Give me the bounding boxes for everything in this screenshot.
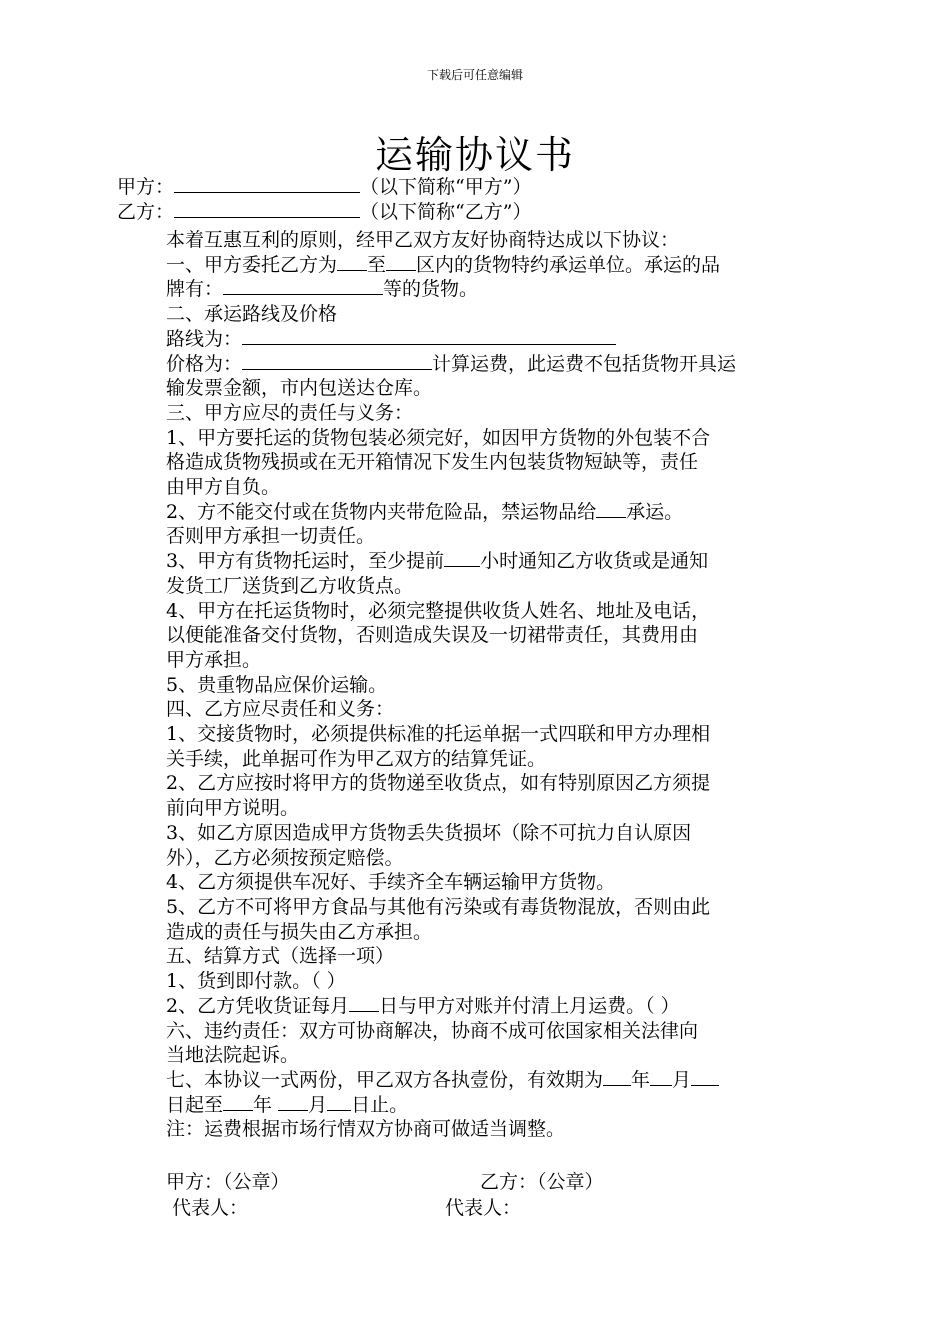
price-line-2: 输发票金额，市内包送达仓库。 <box>166 377 433 400</box>
section-7-line-2: 日起至 年 月 日止。 <box>166 1093 409 1116</box>
party-b-label: 乙方： <box>117 201 175 223</box>
section-5-item-2: 2、乙方凭收货证每月 日与甲方对账并付清上月运费。（ ） <box>166 994 680 1017</box>
signature-party-a: 甲方：（公章） <box>166 1171 290 1193</box>
route-line: 路线为： <box>166 327 806 352</box>
section-2-title: 二、承运路线及价格 <box>166 303 338 326</box>
section-3-item-4-line-1: 4、甲方在托运货物时，必须完整提供收货人姓名、地址及电话， <box>166 599 711 622</box>
representative-a: 代表人： <box>172 1197 249 1219</box>
party-b-line <box>117 199 531 225</box>
section-3-item-3-line-1: 3、甲方有货物托运时，至少提前 小时通知乙方收货或是通知 <box>166 550 709 573</box>
section-4-item-3-line-1: 3、如乙方原因造成甲方货物丢失货损坏（除不可抗力自认原因 <box>166 821 692 844</box>
representative-b: 代表人： <box>445 1197 522 1219</box>
section-3-item-2-line-2: 否则甲方承担一切责任。 <box>166 525 376 548</box>
section-4-item-2-line-2: 前向甲方说明。 <box>166 797 300 820</box>
intro-paragraph: 本着互惠互利的原则，经甲乙双方友好协商特达成以下协议： <box>166 229 680 251</box>
section-5-item-1: 1、货到即付款。（ ） <box>166 970 346 993</box>
section-3-item-2-line-1: 2、方不能交付或在货物内夹带危险品，禁运物品给 承运。 <box>166 500 684 523</box>
section-6-line-1: 六、违约责任：双方可协商解决，协商不成可依国家相关法律向 <box>166 1019 699 1042</box>
party-b-suffix: （以下简称“乙方”） <box>360 201 532 223</box>
section-3-item-1-line-1: 1、甲方要托运的货物包装必须完好，如因甲方货物的外包装不合 <box>166 426 711 449</box>
section-6-line-2: 当地法院起诉。 <box>166 1044 300 1067</box>
section-3-item-1-line-3: 由甲方自负。 <box>166 476 281 499</box>
section-4-item-2-line-1: 2、乙方应按时将甲方的货物递至收货点，如有特别原因乙方须提 <box>166 772 711 795</box>
price-line: 价格为： 计算运费，此运费不包括货物开具运 <box>166 352 737 375</box>
section-4-title: 四、乙方应尽责任和义务： <box>166 698 395 721</box>
section-4-item-3-line-2: 外），乙方必须按预定赔偿。 <box>166 846 404 869</box>
section-4-item-5-line-2: 造成的责任与损失由乙方承担。 <box>166 920 433 943</box>
signature-party-b: 乙方：（公章） <box>480 1171 604 1193</box>
section-4-item-1-line-2: 关手续，此单据可作为甲乙双方的结算凭证。 <box>166 747 547 770</box>
party-a-line <box>117 174 531 200</box>
section-7-line-1: 七、本协议一式两份，甲乙双方各执壹份，有效期为 年 月 <box>166 1068 806 1093</box>
section-3-item-4-line-2: 以便能准备交付货物，否则造成失误及一切裙带责任，其费用由 <box>166 624 699 647</box>
section-4-item-1-line-1: 1、交接货物时，必须提供标准的托运单据一式四联和甲方办理相 <box>166 723 711 746</box>
section-1-line-1: 一、甲方委托乙方为 至 区内的货物特约承运单位。承运的品 <box>166 253 721 276</box>
section-3-item-5: 5、贵重物品应保价运输。 <box>166 673 388 696</box>
party-a-suffix: （以下简称“甲方”） <box>360 176 532 198</box>
party-b-blank <box>174 200 360 218</box>
note-line: 注：运费根据市场行情双方协商可做适当调整。 <box>166 1118 566 1141</box>
section-3-title: 三、甲方应尽的责任与义务： <box>166 401 414 424</box>
document-title: 运输协议书 <box>374 133 575 177</box>
section-4-item-5-line-1: 5、乙方不可将甲方食品与其他有污染或有毒货物混放，否则由此 <box>166 895 711 918</box>
agreement-body <box>166 228 806 1142</box>
section-3-item-3-line-2: 发货工厂送货到乙方收货点。 <box>166 574 414 597</box>
section-3-item-4-line-3: 甲方承担。 <box>166 648 262 671</box>
section-4-item-4: 4、乙方须提供车况好、手续齐全车辆运输甲方货物。 <box>166 871 616 894</box>
party-a-label: 甲方： <box>117 176 175 198</box>
section-1-line-2: 牌有： 等的货物。 <box>166 278 479 301</box>
section-5-title: 五、结算方式（选择一项） <box>166 945 395 968</box>
section-3-item-1-line-2: 格造成货物残损或在无开箱情况下发生内包装货物短缺等，责任 <box>166 451 699 474</box>
party-a-blank <box>174 175 360 193</box>
header-note: 下载后可任意编辑 <box>426 68 523 82</box>
